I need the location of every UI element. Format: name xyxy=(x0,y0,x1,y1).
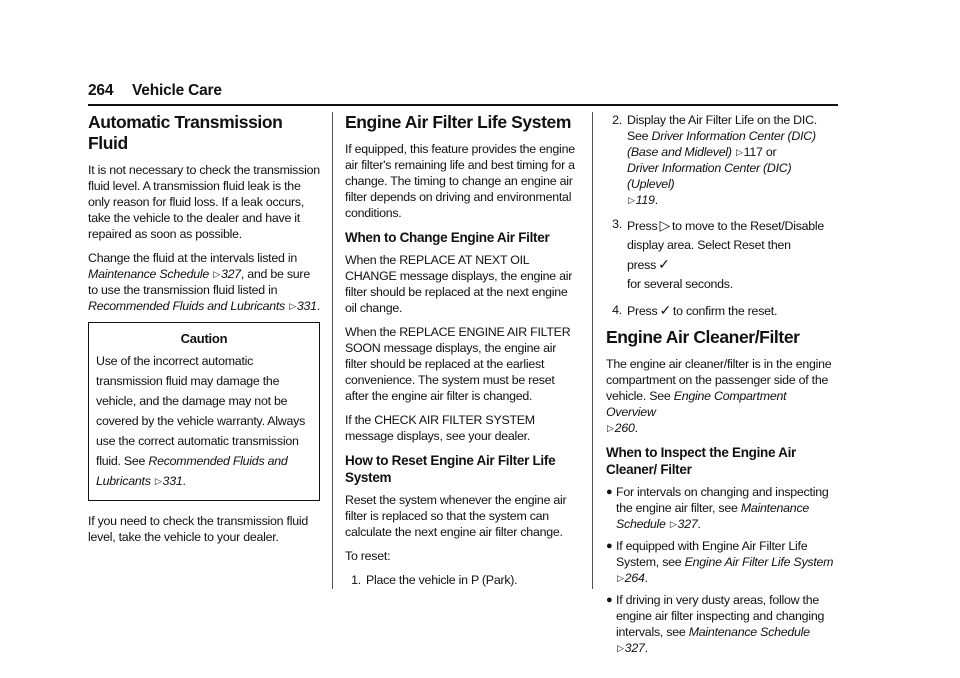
step-text: Place the vehicle in P (Park). xyxy=(366,573,518,587)
checkmark-icon: ✓ xyxy=(658,256,670,272)
caution-text: Use of the incorrect automatic transmission fluid may damage the vehicle, and the damage may not be covered by the vehicle warranty. Always use the correct automatic transmission fluid. See Recommended Fluids and Lubricants ▷331. xyxy=(96,354,306,488)
paragraph: If the CHECK AIR FILTER SYSTEM message displays, see your dealer. xyxy=(345,413,535,443)
page-header xyxy=(88,82,838,100)
page-ref-icon: ▷ xyxy=(735,147,743,157)
page-ref-icon: ▷ xyxy=(607,423,614,433)
page-ref-number[interactable]: 260 xyxy=(614,421,635,435)
subheading-when-to-change: When to Change Engine Air Filter xyxy=(345,230,550,245)
page-ref-number[interactable]: 331 xyxy=(296,299,317,313)
list-item xyxy=(606,302,838,319)
header-divider xyxy=(88,104,838,106)
cross-reference-link[interactable]: Maintenance Schedule xyxy=(688,625,810,639)
cross-reference-link[interactable]: Engine Compartment Overview xyxy=(606,389,787,419)
step-text: Press ▷ to move to the Reset/Disable display area. Select Reset then press ✓ for several seconds. xyxy=(627,217,825,291)
page-ref-number[interactable]: 327 xyxy=(624,641,645,655)
page-ref-icon: ▷ xyxy=(154,476,162,486)
paragraph: If you need to check the transmission fluid level, take the vehicle to your dealer. xyxy=(88,514,308,544)
cross-reference-link[interactable]: Engine Air Filter Life System xyxy=(684,555,834,569)
paragraph: When the REPLACE ENGINE AIR FILTER SOON message displays, the engine air filter should be replaced at the earliest convenience. The system must be reset after the engine air filter is changed. xyxy=(345,325,571,403)
page-ref-icon: ▷ xyxy=(628,195,635,205)
caution-box xyxy=(88,322,320,501)
list-item: ● For intervals on changing and inspecting the engine air filter, see Maintenance Schedule ▷327. xyxy=(606,485,829,531)
column-divider xyxy=(592,112,593,589)
page-ref-number[interactable]: 327 xyxy=(220,267,241,281)
bullet-icon: ● xyxy=(606,594,613,606)
cross-reference-link[interactable]: Recommended Fluids and Lubricants xyxy=(88,299,285,313)
cross-reference-link[interactable]: Driver Information Center (DIC) (Uplevel) xyxy=(627,161,792,191)
cross-reference-link[interactable]: Maintenance Schedule xyxy=(88,267,210,281)
page-ref-icon: ▷ xyxy=(289,301,296,311)
step-number: 4. xyxy=(612,303,622,317)
bullet-icon: ● xyxy=(606,486,613,498)
list-item xyxy=(606,216,838,294)
section-heading-air-filter-life: Engine Air Filter Life System xyxy=(345,112,572,132)
column-divider xyxy=(332,112,333,589)
section-heading-air-cleaner: Engine Air Cleaner/Filter xyxy=(606,327,800,347)
cross-reference-link[interactable]: Recommended Fluids and Lubricants xyxy=(96,454,288,488)
page-ref-icon: ▷ xyxy=(669,519,677,529)
column-1 xyxy=(88,112,320,553)
column-2 xyxy=(345,112,577,596)
paragraph: Reset the system whenever the engine air filter is replaced so that the system can calculate the next engine air filter change. xyxy=(345,493,567,539)
step-text: Press ✓ to confirm the reset. xyxy=(627,302,778,318)
page-ref-icon: ▷ xyxy=(617,643,624,653)
paragraph: Change the fluid at the intervals listed in Maintenance Schedule ▷327, and be sure to use the transmission fluid listed in Recommended Fluids and Lubricants ▷331. xyxy=(88,251,321,313)
checkmark-icon: ✓ xyxy=(659,302,671,318)
page-ref-number[interactable]: 119 xyxy=(635,193,655,207)
column-3 xyxy=(606,112,838,662)
section-heading-transmission: Automatic Transmission Fluid xyxy=(88,112,283,153)
section-title: Vehicle Care xyxy=(132,82,222,99)
triangle-right-icon: ▷ xyxy=(659,217,670,233)
page-ref-icon: ▷ xyxy=(213,269,220,279)
bullet-icon: ● xyxy=(606,540,613,552)
step-number: 2. xyxy=(612,113,622,127)
list-item: ● If equipped with Engine Air Filter Life System, see Engine Air Filter Life System ▷264. xyxy=(606,539,834,585)
list-item xyxy=(606,112,838,208)
paragraph: To reset: xyxy=(345,549,391,563)
caution-title: Caution xyxy=(180,331,228,346)
page-ref-number[interactable]: 331 xyxy=(162,474,183,488)
cross-reference-link[interactable]: Driver Information Center (DIC) (Base and Midlevel) xyxy=(627,129,816,159)
subheading-how-to-reset: How to Reset Engine Air Filter Life System xyxy=(345,453,556,485)
paragraph: If equipped, this feature provides the engine air filter's remaining life and best timing for a change. The timing to change an engine air filter depends on driving and environmental conditions. xyxy=(345,142,575,220)
subheading-when-to-inspect: When to Inspect the Engine Air Cleaner/ Filter xyxy=(606,445,797,477)
list-item xyxy=(345,572,577,588)
page-number: 264 xyxy=(88,82,114,99)
step-number: 3. xyxy=(612,217,622,231)
paragraph: When the REPLACE AT NEXT OIL CHANGE message displays, the engine air filter should be replaced at the next engine oil change. xyxy=(345,253,573,315)
step-number: 1. xyxy=(351,573,361,587)
page-ref-number[interactable]: 264 xyxy=(624,571,645,585)
page-ref-number[interactable]: 327 xyxy=(677,517,698,531)
step-text: Display the Air Filter Life on the DIC. See Driver Information Center (DIC) (Base and Midlevel) ▷117 or Driver Information Center (DIC) (Uplevel) ▷119. xyxy=(627,113,817,207)
list-item: ● If driving in very dusty areas, follow the engine air filter inspecting and changing intervals, see Maintenance Schedule ▷327. xyxy=(606,593,825,655)
paragraph: It is not necessary to check the transmission fluid level. A transmission fluid leak is the only reason for fluid loss. If a leak occurs, take the vehicle to the dealer and have it repaired as soon as possible. xyxy=(88,163,320,241)
cross-reference-link[interactable]: Maintenance Schedule xyxy=(616,501,810,531)
page-ref-number[interactable]: 117 xyxy=(743,145,763,159)
paragraph: The engine air cleaner/filter is in the engine compartment on the passenger side of the vehicle. See Engine Compartment Overview ▷260. xyxy=(606,357,832,435)
page-ref-icon: ▷ xyxy=(617,573,624,583)
